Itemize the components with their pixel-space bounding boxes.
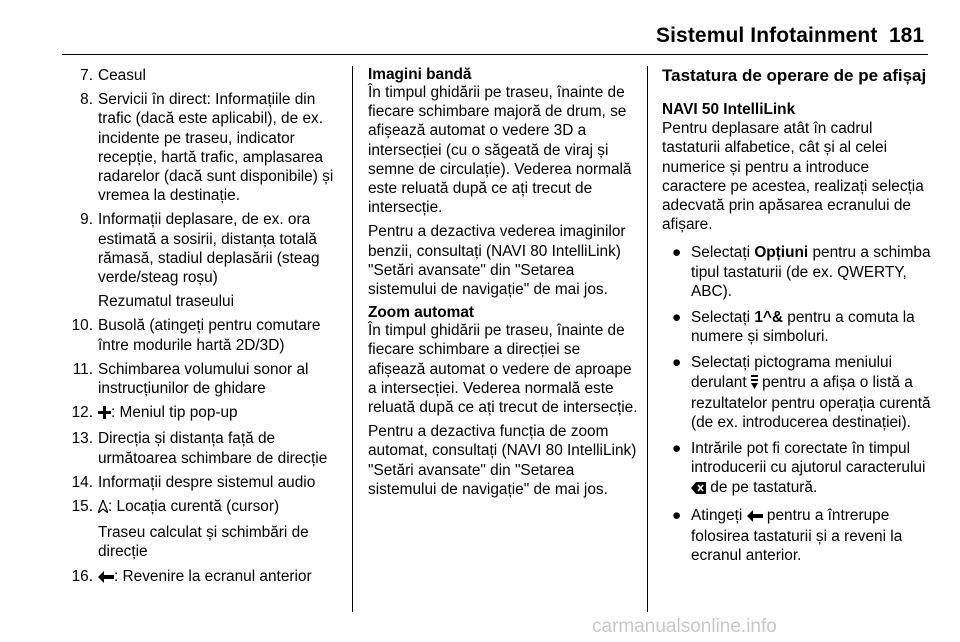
bullet-icon: ●	[672, 354, 682, 372]
back-arrow-icon	[747, 508, 763, 527]
list-subtext: Rezumatul traseului	[98, 293, 235, 311]
list-item: 14. Informații despre sistemul audio	[71, 473, 316, 491]
bullet-icon: ●	[672, 309, 682, 327]
list-item: 13. Direcția și distanța față de următoarea schimbare de direcție	[71, 430, 328, 467]
list-item: 12. : Meniul tip pop-up	[73, 403, 345, 424]
page-header	[0, 22, 960, 62]
header-rule	[62, 54, 928, 55]
cursor-arrow-icon	[98, 499, 108, 518]
paragraph: Pentru a dezactiva vederea imaginilor benzii, consultați (NAVI 80 IntelliLink) "Setări avansate" din "Setarea sistemului de navigație" de mai jos.	[368, 223, 626, 299]
list-item: 15. : Locația curentă (cursor)	[73, 497, 345, 518]
list-item: 11. Schimbarea volumului sonor al instrucțiunilor de ghidare	[72, 360, 309, 398]
column-divider	[647, 66, 648, 612]
section-heading: Imagini bandă	[368, 66, 472, 83]
bullet-item: ● Intrările pot fi corectate în timpul introducerii cu ajutorul caracterului de pe tastatură.	[662, 439, 932, 499]
list-item: 10. Busolă (atingeți pentru comutare între modurile hartă 2D/3D)	[71, 317, 321, 354]
page-title: Sistemul Infotainment	[656, 24, 878, 47]
back-arrow-icon	[98, 569, 114, 588]
dropdown-list-icon	[751, 375, 758, 394]
bullet-item: ● Atingeți pentru a întrerupe folosirea tastaturii și a reveni la ecranul anterior.	[672, 506, 903, 565]
list-subtext: Traseu calculat și schimbări de direcție	[98, 524, 309, 561]
text-column-3	[662, 66, 932, 572]
paragraph: În timpul ghidării pe traseu, înainte de fiecare schimbare majoră de drum, se afișează automat o vedere 3D a intersecției (cu o săgeată de viraj și semne de circulație). Vederea normală este reluată după ce ați trecut de intersecție.	[368, 84, 632, 217]
watermark-text: carmanualsonline.info	[592, 616, 777, 637]
subsection-heading: NAVI 50 IntelliLink	[662, 101, 796, 118]
section-title: Tastatura de operare de pe afișaj	[662, 66, 927, 85]
section-heading: Zoom automat	[368, 304, 475, 322]
bullet-item: ● Selectați pictograma meniului derulant pentru a afișa o listă a rezultatelor pentru operația curentă (de ex. introducerea destinației).	[672, 354, 931, 432]
paragraph: În timpul ghidării pe traseu, înainte de fiecare schimbare a direcției se afișează automat o vedere de aproape a intersecției. Vederea normală este reluată după ce ați trecut de intersecție.	[368, 322, 638, 417]
bullet-icon: ●	[672, 244, 682, 262]
numbered-list	[73, 66, 345, 593]
plus-icon	[98, 405, 111, 424]
backspace-icon	[691, 480, 706, 499]
column-divider	[352, 66, 353, 612]
bullet-item: ● Selectați Opțiuni pentru a schimba tipul tastaturii (de ex. QWERTY, ABC).	[672, 244, 931, 300]
paragraph: Pentru a dezactiva funcția de zoom automat, consultați (NAVI 80 IntelliLink) "Setări avansate" din "Setarea sistemului de navigație" de mai jos.	[368, 423, 637, 498]
page-number: 181	[889, 24, 925, 47]
bullet-icon: ●	[672, 506, 682, 524]
list-item: 9. Informații deplasare, de ex. ora estimată a sosirii, distanța totală rămasă, stadiul deplasării (steag verde/steag roșu)	[80, 211, 320, 287]
list-item: 16. : Revenire la ecranul anterior	[73, 567, 345, 588]
bullet-item: ● Selectați 1^& pentru a comuta la numere și simboluri.	[672, 309, 915, 346]
text-column-2	[368, 66, 640, 504]
bullet-icon: ●	[672, 440, 682, 458]
list-item: 8. Servicii în direct: Informațiile din trafic (dacă este aplicabil), de ex. incidente pe traseu, indicator recepție, hartă trafic, amplasarea radarelor (dacă sunt disponibile) și vremea la destinație.	[80, 91, 334, 205]
paragraph: Pentru deplasare atât în cadrul tastaturii alfabetice, cât și al celei numerice și pentru a introduce caractere pe acestea, realizați selecția adecvată prin apăsarea ecranului de afișare.	[662, 120, 924, 234]
list-item: 7. Ceasul	[80, 67, 146, 84]
